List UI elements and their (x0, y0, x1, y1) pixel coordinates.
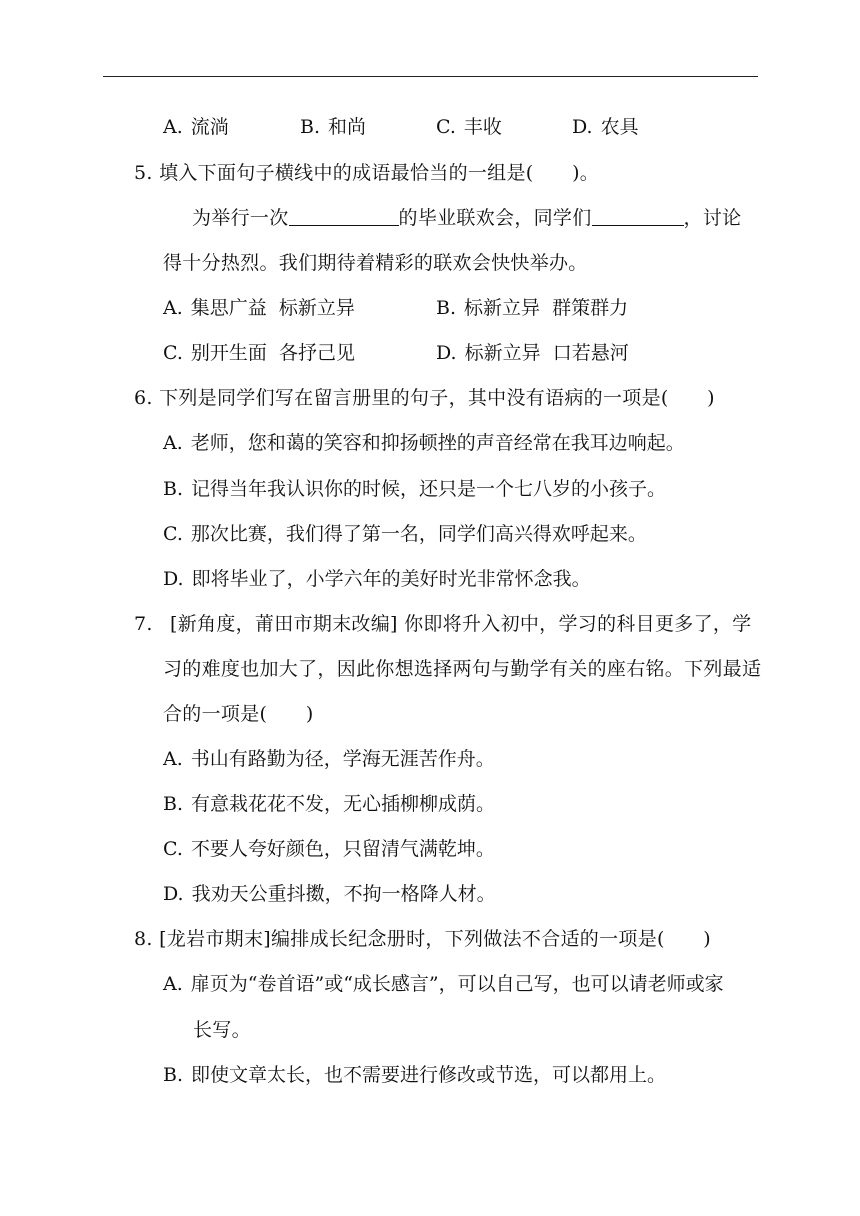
q5-option-a: A. 集思广益 标新立异 (163, 297, 355, 319)
header-rule (103, 76, 758, 77)
q6-option-c: C. 那次比赛，我们得了第一名，同学们高兴得欢呼起来。 (163, 523, 647, 545)
q5-stem: 5. 填入下面句子横线中的成语最恰当的一组是( )。 (134, 162, 600, 184)
q7-stem-line2: 习的难度也加大了，因此你想选择两句与勤学有关的座右铭。下列最适 (163, 658, 762, 680)
q8-stem: 8. [龙岩市期末]编排成长纪念册时，下列做法不合适的一项是( ) (134, 928, 712, 950)
q4-option-d: D. 农具 (572, 116, 639, 138)
q8-option-a-continued: 长写。 (193, 1019, 251, 1041)
q8-option-b: B. 即使文章太长，也不需要进行修改或节选，可以都用上。 (163, 1064, 667, 1086)
q6-option-b: B. 记得当年我认识你的时候，还只是一个七八岁的小孩子。 (163, 478, 667, 500)
q6-option-a: A. 老师，您和蔼的笑容和抑扬顿挫的声音经常在我耳边响起。 (163, 432, 685, 454)
q5-option-d: D. 标新立异 口若悬河 (436, 342, 629, 364)
q4-option-b: B. 和尚 (300, 116, 367, 138)
q7-stem-line1: [新角度，莆田市期末改编] 你即将升入初中，学习的科目更多了，学 (170, 613, 752, 635)
q5-sentence-line2: 得十分热烈。我们期待着精彩的联欢会快快举办。 (163, 252, 588, 274)
q4-option-c: C. 丰收 (436, 116, 502, 138)
q6-option-d: D. 即将毕业了，小学六年的美好时光非常怀念我。 (163, 568, 591, 590)
q7-number: 7. (134, 613, 153, 635)
q7-option-d: D. 我劝天公重抖擞，不拘一格降人材。 (163, 883, 496, 905)
q5-blank-1 (289, 207, 399, 226)
q7-stem-line3: 合的一项是( ) (163, 703, 314, 725)
q7-option-b: B. 有意栽花花不发，无心插柳柳成荫。 (163, 793, 496, 815)
q4-option-a: A. 流淌 (163, 116, 229, 138)
q5-blank-2 (592, 207, 684, 226)
q5-option-c: C. 别开生面 各抒己见 (163, 342, 355, 364)
q5-sentence-line1: 为举行一次 的毕业联欢会，同学们 ，讨论 (192, 207, 742, 229)
q5-option-b: B. 标新立异 群策群力 (436, 297, 629, 319)
q8-option-a: A. 扉页为“卷首语”或“成长感言”，可以自己写，也可以请老师或家 (163, 973, 724, 995)
q7-option-c: C. 不要人夸好颜色，只留清气满乾坤。 (163, 838, 495, 860)
q6-stem: 6. 下列是同学们写在留言册里的句子，其中没有语病的一项是( ) (134, 387, 715, 409)
q7-option-a: A. 书山有路勤为径，学海无涯苦作舟。 (163, 748, 495, 770)
